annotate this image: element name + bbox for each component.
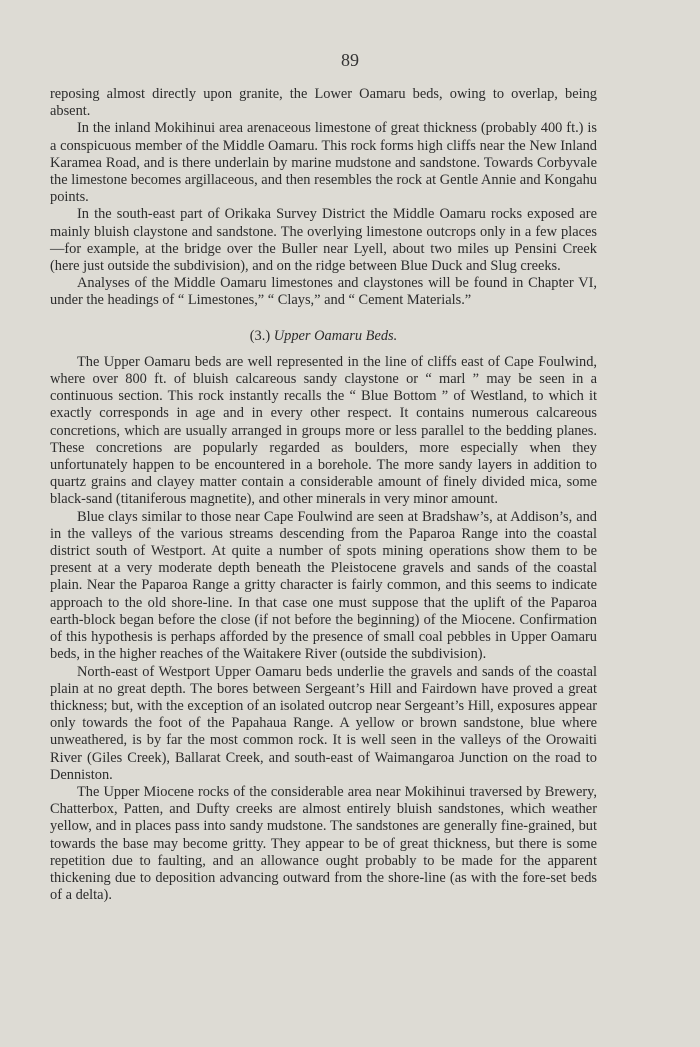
- page-number: 89: [341, 50, 359, 70]
- section-title: Upper Oamaru Beds.: [273, 327, 398, 344]
- paragraph: North-east of Westport Upper Oamaru beds underlie the gravels and sands of the coastal plain at no great depth. The bores between Sergeant’s Hill and Fairdown have proved a great thickness; but, with the exception of an isolated outcrop near Sergeant’s Hill, exposures appear only towards the foot of the Papahaua Range. A yellow or brown sandstone, blue where unweathered, is by far the most common rock. It is well seen in the valleys of the Orowaiti River (Giles Creek), Ballarat Creek, and south-east of Waimangaroa Junction on the road to Denniston.: [50, 663, 597, 783]
- section-heading: [50, 328, 597, 345]
- section-number: (3.): [249, 327, 271, 344]
- paragraph: Blue clays similar to those near Cape Foulwind are seen at Bradshaw’s, at Addison’s, and in the valleys of the various streams descending from the Paparoa Range into the coastal district south of Westport. At quite a number of spots mining operations show them to be present at a very moderate depth beneath the Pleistocene gravels and sands of the coastal plain. Near the Paparoa Range a gritty character is fairly common, and this seems to indicate approach to the old shore-line. In that case one must suppose that the uplift of the Paparoa earth-block began before the close (if not before the beginning) of the Miocene. Confirmation of this hypothesis is perhaps afforded by the presence of small coal pebbles in Upper Oamaru beds, in the higher reaches of the Waitakere River (outside the subdivision).: [50, 508, 597, 663]
- body-text: [50, 86, 597, 904]
- paragraph: In the south-east part of Orikaka Survey District the Middle Oamaru rocks exposed are mainly bluish claystone and sandstone. The overlying limestone outcrops only in a few places—for example, at the bridge over the Buller near Lyell, about two miles up Pensini Creek (here just outside the subdivision), and on the ridge between Blue Duck and Slug creeks.: [50, 206, 597, 275]
- paragraph: reposing almost directly upon granite, the Lower Oamaru beds, owing to overlap, being absent.: [50, 86, 597, 120]
- paragraph: The Upper Oamaru beds are well represented in the line of cliffs east of Cape Foulwind, where over 800 ft. of bluish calcareous sandy claystone or “ marl ” may be seen in a continuous section. This rock instantly recalls the “ Blue Bottom ” of Westland, to which it exactly corresponds in age and in every other respect. It contains numerous calcareous concretions, which are usually arranged in groups more or less parallel to the bedding planes. These concretions are popularly regarded as boulders, more especially when they unfortunately happen to be encountered in a borehole. The more sandy layers in addition to quartz grains and clayey matter contain a considerable amount of finely divided mica, some black-sand (titaniferous magnetite), and other minerals in very minor amount.: [50, 353, 597, 508]
- paragraph: Analyses of the Middle Oamaru limestones and claystones will be found in Chapter VI, under the headings of “ Limestones,” “ Clays,” and “ Cement Materials.”: [50, 275, 597, 309]
- paragraph: In the inland Mokihinui area arenaceous limestone of great thickness (probably 400 ft.) is a conspicuous member of the Middle Oamaru. This rock forms high cliffs near the New Inland Karamea Road, and is there underlain by marine mudstone and sandstone. Towards Corbyvale the limestone becomes argillaceous, and then resembles the rock at Gentle Annie and Kongahu points.: [50, 120, 597, 206]
- paragraph: The Upper Miocene rocks of the considerable area near Mokihinui traversed by Brewery, Chatterbox, Patten, and Dufty creeks are almost entirely bluish sandstones, which weather yellow, and in places pass into sandy mudstone. The sandstones are generally fine-grained, but towards the base may become gritty. They appear to be of great thickness, but there is some repetition due to faulting, and an allowance ought probably to be made for the apparent thickening due to deposition advancing outward from the shore-line (as with the fore-set beds of a delta).: [50, 783, 597, 904]
